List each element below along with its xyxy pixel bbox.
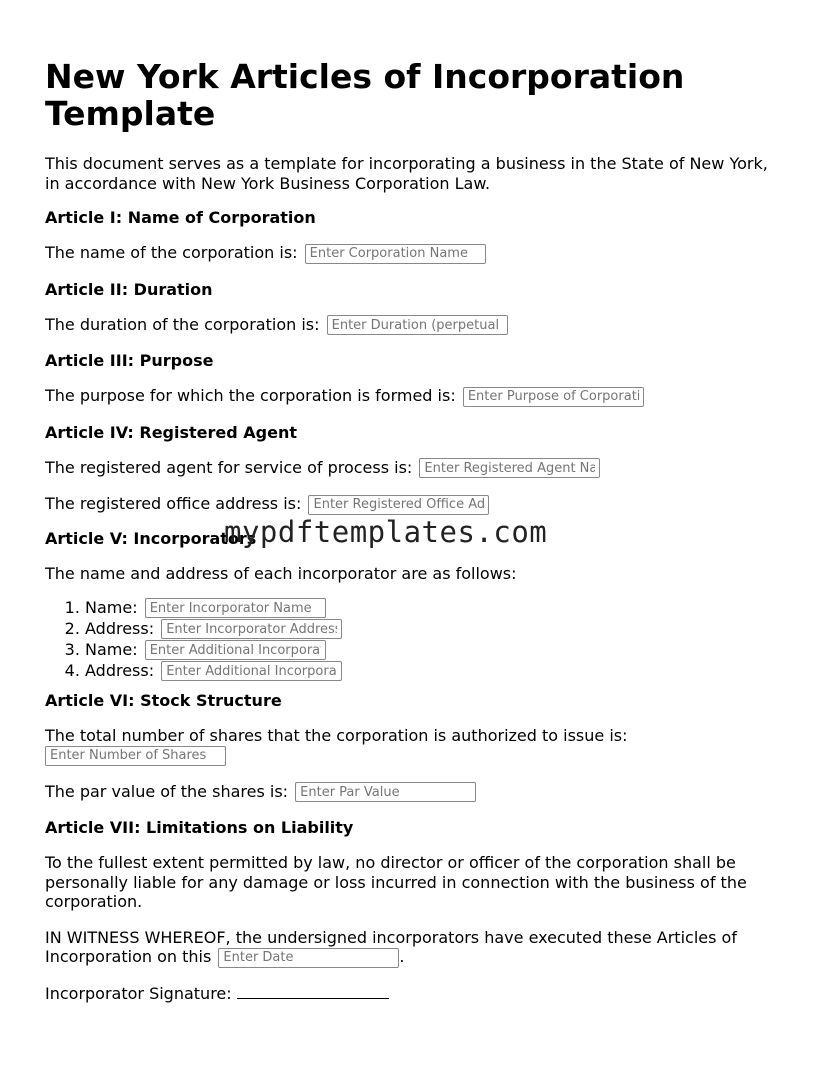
article-2-heading: Article II: Duration <box>45 279 213 299</box>
duration-input[interactable] <box>327 315 508 335</box>
registered-agent-label: The registered agent for service of process is: <box>45 457 413 477</box>
witness-text: IN WITNESS WHEREOF, the undersigned incorporators have executed these Articles of Incorporation on this <box>45 927 737 966</box>
registered-agent-input[interactable] <box>419 458 600 478</box>
par-value-label: The par value of the shares is: <box>45 781 289 801</box>
corporation-name-input[interactable] <box>305 244 486 264</box>
additional-incorporator-name-input[interactable] <box>145 640 326 660</box>
list-item <box>85 597 785 618</box>
incorporators-list <box>45 597 785 681</box>
additional-incorporator-name-label: Name: <box>85 639 138 659</box>
article-3-line <box>45 386 785 407</box>
par-value-input[interactable] <box>295 782 476 802</box>
incorporator-address-input[interactable] <box>161 619 342 639</box>
par-value-line <box>45 782 785 803</box>
shares-input[interactable] <box>45 746 226 766</box>
article-7-heading: Article VII: Limitations on Liability <box>45 818 354 837</box>
article-3-heading: Article III: Purpose <box>45 351 214 370</box>
article-6-heading: Article VI: Stock Structure <box>45 690 282 710</box>
list-item <box>85 660 785 681</box>
watermark: mypdftemplates.com <box>224 515 548 549</box>
additional-incorporator-address-label: Address: <box>85 660 155 680</box>
witness-end: . <box>399 947 405 966</box>
incorporator-name-input[interactable] <box>145 598 326 618</box>
incorporator-name-label: Name: <box>85 597 138 617</box>
signature-blank[interactable] <box>237 984 389 999</box>
registered-office-label: The registered office address is: <box>45 494 302 513</box>
incorporator-address-label: Address: <box>85 618 155 638</box>
page-title: New York Articles of Incorporation Template <box>45 57 685 133</box>
corporation-name-label: The name of the corporation is: <box>45 243 298 262</box>
list-item <box>85 639 785 660</box>
registered-agent-line <box>45 458 785 479</box>
list-item <box>85 618 785 639</box>
shares-line <box>45 726 785 766</box>
signature-label: Incorporator Signature: <box>45 983 232 1003</box>
registered-office-input[interactable] <box>308 495 489 515</box>
article-1-heading: Article I: Name of Corporation <box>45 208 316 227</box>
article-2-line <box>45 315 785 336</box>
article-5-heading: Article V: Incorporators <box>45 528 257 548</box>
article-1-line <box>45 243 785 264</box>
incorporators-intro <box>45 564 785 584</box>
document <box>45 58 785 1020</box>
intro-text: This document serves as a template for incorporating a business in the State of New York, in accordance with New York Business Corporation Law. <box>45 154 768 193</box>
liability-text: To the fullest extent permitted by law, no director or officer of the corporation shall be personally liable for any damage or loss incurred in connection with the business of the corporation. <box>45 853 747 911</box>
registered-office-line <box>45 494 785 515</box>
additional-incorporator-address-input[interactable] <box>161 661 342 681</box>
duration-label: The duration of the corporation is: <box>45 314 320 334</box>
purpose-label: The purpose for which the corporation is formed is: <box>45 386 456 405</box>
purpose-input[interactable] <box>463 387 644 407</box>
witness-paragraph <box>45 928 785 968</box>
incorporators-label: The name and address of each incorporator are as follows: <box>45 563 517 583</box>
signature-line <box>45 984 785 1004</box>
shares-label: The total number of shares that the corporation is authorized to issue is: <box>45 725 628 745</box>
date-input[interactable] <box>218 948 399 968</box>
article-4-heading: Article IV: Registered Agent <box>45 422 298 442</box>
